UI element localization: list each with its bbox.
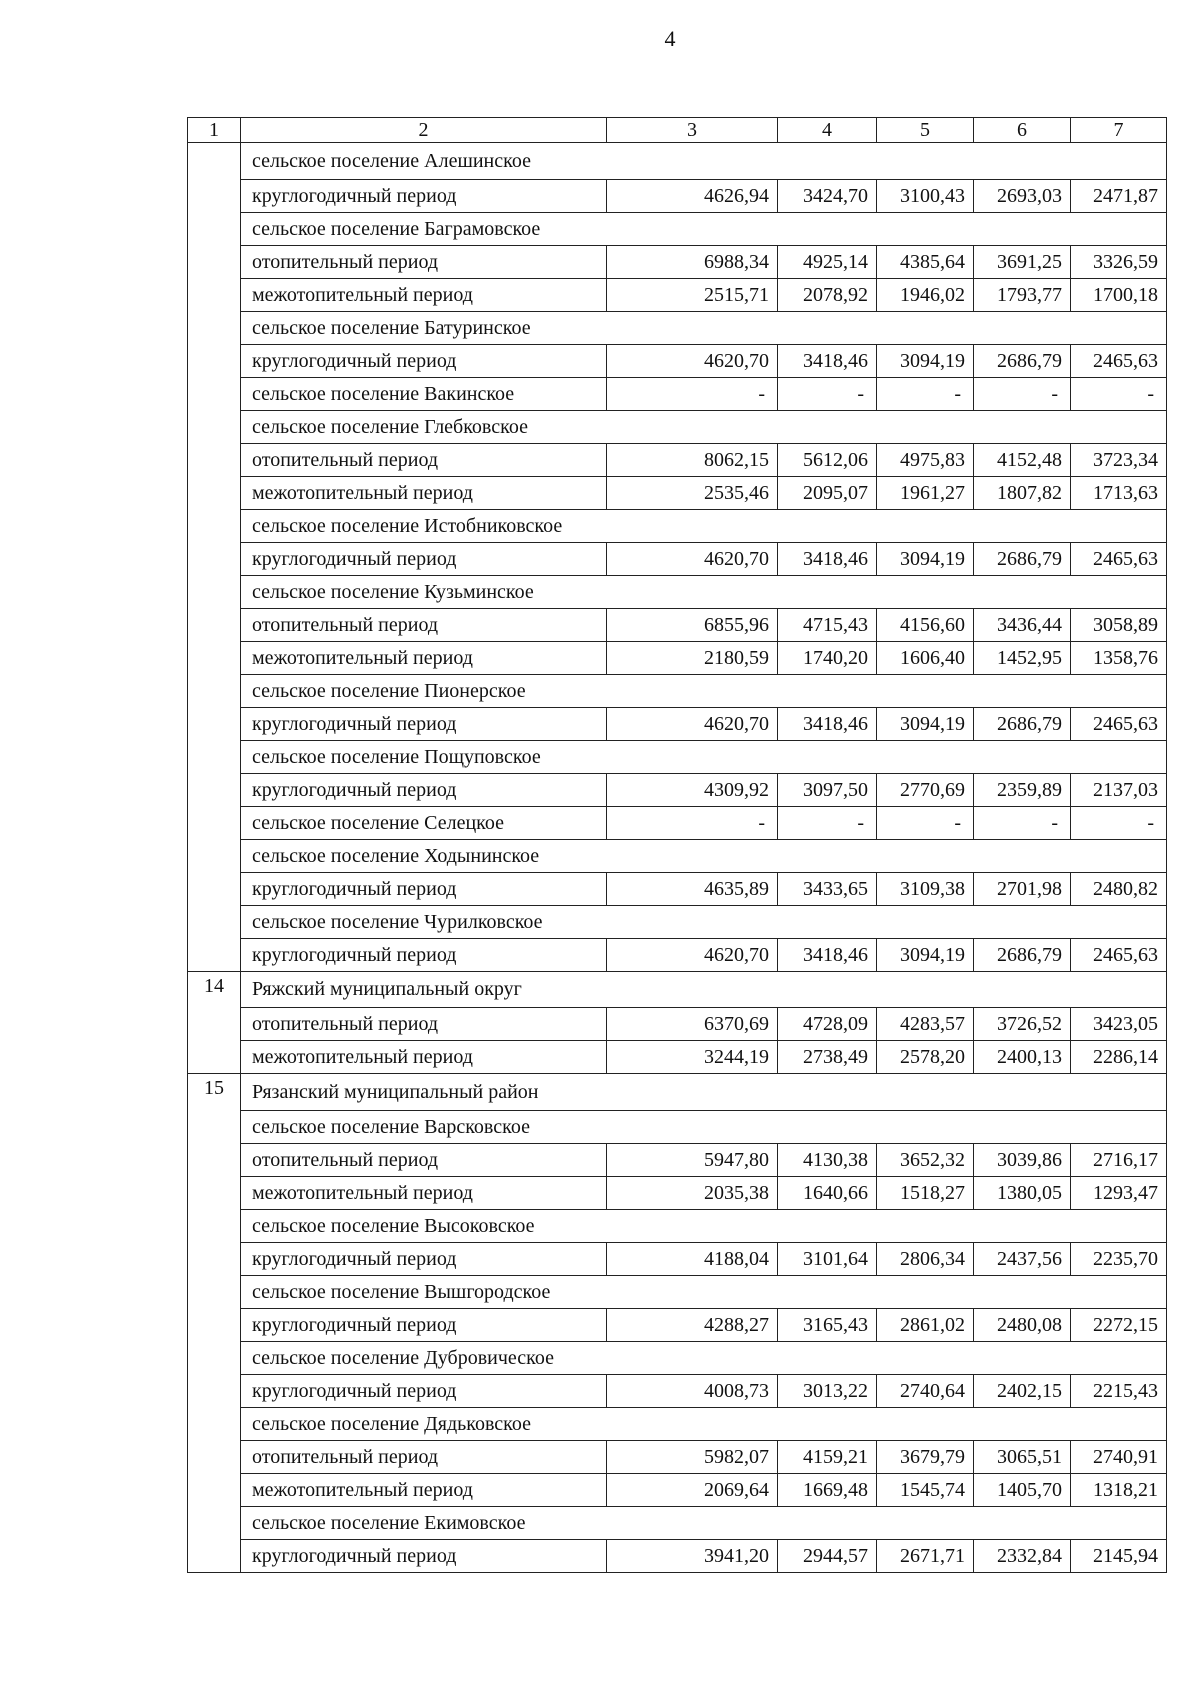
table-row [188,1308,1167,1341]
section-label: сельское поселение Екимовское [241,1506,1167,1539]
value-cell-col-6: 1405,70 [974,1473,1071,1506]
value-cell-col-6: 3726,52 [974,1008,1071,1041]
row-index [188,608,241,641]
value-cell-col-4: 2095,07 [778,476,877,509]
section-row [188,1110,1167,1143]
value-cell-col-5: 4385,64 [877,245,974,278]
row-index [188,179,241,212]
value-cell-col-3: 4288,27 [607,1308,778,1341]
table-row [188,938,1167,971]
table-row [188,443,1167,476]
value-cell-col-5: 3094,19 [877,344,974,377]
value-cell-col-5: 3094,19 [877,542,974,575]
period-label: отопительный период [241,1143,607,1176]
section-label: Рязанский муниципальный район [241,1074,1167,1111]
section-row [188,410,1167,443]
value-cell-col-6: 1380,05 [974,1176,1071,1209]
value-cell-col-3: 2069,64 [607,1473,778,1506]
value-cell-col-6: - [974,806,1071,839]
table-row [188,1440,1167,1473]
section-label: сельское поселение Глебковское [241,410,1167,443]
value-cell-col-6: 2332,84 [974,1539,1071,1572]
value-cell-col-4: 3165,43 [778,1308,877,1341]
value-cell-col-5: 2806,34 [877,1242,974,1275]
value-cell-col-3: 6988,34 [607,245,778,278]
value-cell-col-6: 1452,95 [974,641,1071,674]
section-row [188,1275,1167,1308]
value-cell-col-3: 5982,07 [607,1440,778,1473]
value-cell-col-3: 4188,04 [607,1242,778,1275]
value-cell-col-7: 1293,47 [1071,1176,1167,1209]
value-cell-col-7: 2215,43 [1071,1374,1167,1407]
period-label: круглогодичный период [241,179,607,212]
value-cell-col-6: 3039,86 [974,1143,1071,1176]
header-row [188,118,1167,143]
row-index [188,212,241,245]
table-row [188,542,1167,575]
row-index [188,278,241,311]
section-label: сельское поселение Баграмовское [241,212,1167,245]
value-cell-col-6: 2437,56 [974,1242,1071,1275]
column-number-1: 1 [188,118,241,143]
section-label: сельское поселение Дядьковское [241,1407,1167,1440]
row-index [188,938,241,971]
value-cell-col-6: 2686,79 [974,707,1071,740]
period-label: сельское поселение Селецкое [241,806,607,839]
row-index [188,311,241,344]
row-index [188,1041,241,1074]
row-index [188,1407,241,1440]
section-row [188,1341,1167,1374]
value-cell-col-3: 3244,19 [607,1041,778,1074]
column-number-7: 7 [1071,118,1167,143]
column-number-5: 5 [877,118,974,143]
section-row [188,1074,1167,1111]
section-row [188,311,1167,344]
row-index [188,905,241,938]
value-cell-col-3: 2180,59 [607,641,778,674]
table-row [188,1008,1167,1041]
section-row [188,1506,1167,1539]
row-index [188,773,241,806]
value-cell-col-4: 1669,48 [778,1473,877,1506]
table-row [188,806,1167,839]
period-label: отопительный период [241,1008,607,1041]
row-index [188,377,241,410]
table-row [188,1242,1167,1275]
row-index [188,1473,241,1506]
value-cell-col-5: 3679,79 [877,1440,974,1473]
value-cell-col-5: 2861,02 [877,1308,974,1341]
value-cell-col-7: 2716,17 [1071,1143,1167,1176]
section-row [188,839,1167,872]
period-label: круглогодичный период [241,1374,607,1407]
value-cell-col-5: 3094,19 [877,707,974,740]
value-cell-col-4: 3418,46 [778,344,877,377]
value-cell-col-3: 4309,92 [607,773,778,806]
value-cell-col-4: 1640,66 [778,1176,877,1209]
value-cell-col-3: 2035,38 [607,1176,778,1209]
value-cell-col-4: 3424,70 [778,179,877,212]
value-cell-col-7: 2272,15 [1071,1308,1167,1341]
value-cell-col-5: - [877,377,974,410]
section-row [188,740,1167,773]
table-row [188,278,1167,311]
table-row [188,773,1167,806]
value-cell-col-4: - [778,806,877,839]
value-cell-col-3: 4008,73 [607,1374,778,1407]
period-label: круглогодичный период [241,344,607,377]
section-label: Ряжский муниципальный округ [241,971,1167,1008]
value-cell-col-3: 4620,70 [607,542,778,575]
period-label: круглогодичный период [241,1242,607,1275]
row-index [188,1209,241,1242]
column-number-3: 3 [607,118,778,143]
value-cell-col-7: 1358,76 [1071,641,1167,674]
value-cell-col-6: 3436,44 [974,608,1071,641]
table-row [188,641,1167,674]
period-label: отопительный период [241,1440,607,1473]
row-index [188,1242,241,1275]
value-cell-col-7: - [1071,806,1167,839]
row-index [188,1110,241,1143]
section-label: сельское поселение Чурилковское [241,905,1167,938]
row-index [188,1308,241,1341]
value-cell-col-7: 2740,91 [1071,1440,1167,1473]
value-cell-col-3: 4620,70 [607,344,778,377]
table-row [188,1176,1167,1209]
value-cell-col-4: 3418,46 [778,707,877,740]
period-label: межотопительный период [241,278,607,311]
section-label: сельское поселение Вышгородское [241,1275,1167,1308]
value-cell-col-5: 2770,69 [877,773,974,806]
section-label: сельское поселение Высоковское [241,1209,1167,1242]
value-cell-col-3: 4626,94 [607,179,778,212]
value-cell-col-3: 6855,96 [607,608,778,641]
value-cell-col-4: 4715,43 [778,608,877,641]
value-cell-col-3: 5947,80 [607,1143,778,1176]
value-cell-col-4: 3418,46 [778,542,877,575]
value-cell-col-4: 4130,38 [778,1143,877,1176]
row-index [188,674,241,707]
page-number: 4 [664,26,676,51]
section-label: сельское поселение Ходынинское [241,839,1167,872]
row-index [188,443,241,476]
value-cell-col-4: 3097,50 [778,773,877,806]
value-cell-col-3: 4620,70 [607,707,778,740]
value-cell-col-6: 3691,25 [974,245,1071,278]
row-index [188,1143,241,1176]
value-cell-col-6: 2686,79 [974,542,1071,575]
value-cell-col-4: 3418,46 [778,938,877,971]
value-cell-col-4: 2738,49 [778,1041,877,1074]
value-cell-col-3: 8062,15 [607,443,778,476]
section-row [188,575,1167,608]
value-cell-col-5: 3109,38 [877,872,974,905]
table-row [188,1041,1167,1074]
value-cell-col-7: 2235,70 [1071,1242,1167,1275]
tariff-table [187,117,1167,1573]
table-row [188,1374,1167,1407]
row-index [188,509,241,542]
value-cell-col-7: 3723,34 [1071,443,1167,476]
row-index: 15 [188,1074,241,1111]
row-index [188,1374,241,1407]
value-cell-col-7: 2480,82 [1071,872,1167,905]
value-cell-col-6: 2359,89 [974,773,1071,806]
table-row [188,1143,1167,1176]
value-cell-col-3: 2535,46 [607,476,778,509]
value-cell-col-3: - [607,806,778,839]
period-label: межотопительный период [241,476,607,509]
row-index [188,641,241,674]
table-row [188,245,1167,278]
period-label: отопительный период [241,245,607,278]
period-label: отопительный период [241,443,607,476]
value-cell-col-5: 4156,60 [877,608,974,641]
value-cell-col-5: 1961,27 [877,476,974,509]
value-cell-col-4: 2078,92 [778,278,877,311]
value-cell-col-5: 3094,19 [877,938,974,971]
row-index [188,476,241,509]
section-row [188,1209,1167,1242]
section-label: сельское поселение Истобниковское [241,509,1167,542]
value-cell-col-5: 3652,32 [877,1143,974,1176]
value-cell-col-7: 3423,05 [1071,1008,1167,1041]
value-cell-col-6: 4152,48 [974,443,1071,476]
section-label: сельское поселение Батуринское [241,311,1167,344]
value-cell-col-6: 3065,51 [974,1440,1071,1473]
table-row [188,377,1167,410]
period-label: круглогодичный период [241,1539,607,1572]
section-row [188,674,1167,707]
column-number-4: 4 [778,118,877,143]
section-label: сельское поселение Пионерское [241,674,1167,707]
value-cell-col-7: 2465,63 [1071,542,1167,575]
value-cell-col-7: 2471,87 [1071,179,1167,212]
section-row [188,971,1167,1008]
row-index [188,707,241,740]
value-cell-col-3: 6370,69 [607,1008,778,1041]
period-label: межотопительный период [241,1041,607,1074]
value-cell-col-5: 1946,02 [877,278,974,311]
row-index [188,806,241,839]
row-index [188,143,241,180]
value-cell-col-4: 4728,09 [778,1008,877,1041]
row-index [188,1008,241,1041]
period-label: круглогодичный период [241,707,607,740]
value-cell-col-4: - [778,377,877,410]
section-label: сельское поселение Кузьминское [241,575,1167,608]
value-cell-col-4: 1740,20 [778,641,877,674]
value-cell-col-6: 2693,03 [974,179,1071,212]
value-cell-col-3: 2515,71 [607,278,778,311]
section-row [188,509,1167,542]
section-label: сельское поселение Дубровическое [241,1341,1167,1374]
value-cell-col-3: 3941,20 [607,1539,778,1572]
value-cell-col-5: - [877,806,974,839]
value-cell-col-6: - [974,377,1071,410]
value-cell-col-6: 2686,79 [974,344,1071,377]
value-cell-col-7: 2465,63 [1071,707,1167,740]
section-label: сельское поселение Алешинское [241,143,1167,180]
row-index [188,542,241,575]
value-cell-col-6: 2701,98 [974,872,1071,905]
value-cell-col-3: - [607,377,778,410]
period-label: межотопительный период [241,641,607,674]
value-cell-col-7: 2465,63 [1071,344,1167,377]
row-index [188,1440,241,1473]
section-row [188,143,1167,180]
value-cell-col-7: 2465,63 [1071,938,1167,971]
table-row [188,476,1167,509]
value-cell-col-5: 1545,74 [877,1473,974,1506]
value-cell-col-7: 3058,89 [1071,608,1167,641]
row-index [188,1275,241,1308]
value-cell-col-6: 2400,13 [974,1041,1071,1074]
value-cell-col-7: 2137,03 [1071,773,1167,806]
section-row [188,1407,1167,1440]
section-row [188,212,1167,245]
row-index [188,1506,241,1539]
value-cell-col-5: 1606,40 [877,641,974,674]
value-cell-col-5: 2740,64 [877,1374,974,1407]
value-cell-col-5: 1518,27 [877,1176,974,1209]
row-index [188,575,241,608]
table-row [188,608,1167,641]
row-index [188,344,241,377]
row-index [188,839,241,872]
value-cell-col-4: 3013,22 [778,1374,877,1407]
value-cell-col-6: 1807,82 [974,476,1071,509]
period-label: отопительный период [241,608,607,641]
table-row [188,179,1167,212]
value-cell-col-7: 1318,21 [1071,1473,1167,1506]
period-label: сельское поселение Вакинское [241,377,607,410]
value-cell-col-3: 4635,89 [607,872,778,905]
period-label: круглогодичный период [241,773,607,806]
value-cell-col-7: 1700,18 [1071,278,1167,311]
period-label: круглогодичный период [241,542,607,575]
value-cell-col-5: 4283,57 [877,1008,974,1041]
row-index [188,872,241,905]
row-index: 14 [188,971,241,1008]
value-cell-col-3: 4620,70 [607,938,778,971]
period-label: круглогодичный период [241,872,607,905]
value-cell-col-7: 2286,14 [1071,1041,1167,1074]
value-cell-col-6: 2686,79 [974,938,1071,971]
value-cell-col-4: 3101,64 [778,1242,877,1275]
period-label: круглогодичный период [241,1308,607,1341]
row-index [188,740,241,773]
value-cell-col-5: 2671,71 [877,1539,974,1572]
value-cell-col-4: 3433,65 [778,872,877,905]
table-row [188,707,1167,740]
value-cell-col-4: 4159,21 [778,1440,877,1473]
section-label: сельское поселение Пощуповское [241,740,1167,773]
value-cell-col-5: 3100,43 [877,179,974,212]
value-cell-col-7: 3326,59 [1071,245,1167,278]
period-label: круглогодичный период [241,938,607,971]
value-cell-col-5: 2578,20 [877,1041,974,1074]
value-cell-col-6: 1793,77 [974,278,1071,311]
row-index [188,1176,241,1209]
value-cell-col-7: 1713,63 [1071,476,1167,509]
table-row [188,344,1167,377]
table-row [188,1473,1167,1506]
period-label: межотопительный период [241,1176,607,1209]
row-index [188,245,241,278]
column-number-6: 6 [974,118,1071,143]
period-label: межотопительный период [241,1473,607,1506]
column-number-2: 2 [241,118,607,143]
value-cell-col-7: 2145,94 [1071,1539,1167,1572]
value-cell-col-6: 2480,08 [974,1308,1071,1341]
value-cell-col-5: 4975,83 [877,443,974,476]
value-cell-col-6: 2402,15 [974,1374,1071,1407]
value-cell-col-4: 5612,06 [778,443,877,476]
table-row [188,1539,1167,1572]
value-cell-col-7: - [1071,377,1167,410]
section-row [188,905,1167,938]
section-label: сельское поселение Варсковское [241,1110,1167,1143]
row-index [188,1539,241,1572]
table-row [188,872,1167,905]
row-index [188,1341,241,1374]
value-cell-col-4: 4925,14 [778,245,877,278]
value-cell-col-4: 2944,57 [778,1539,877,1572]
row-index [188,410,241,443]
